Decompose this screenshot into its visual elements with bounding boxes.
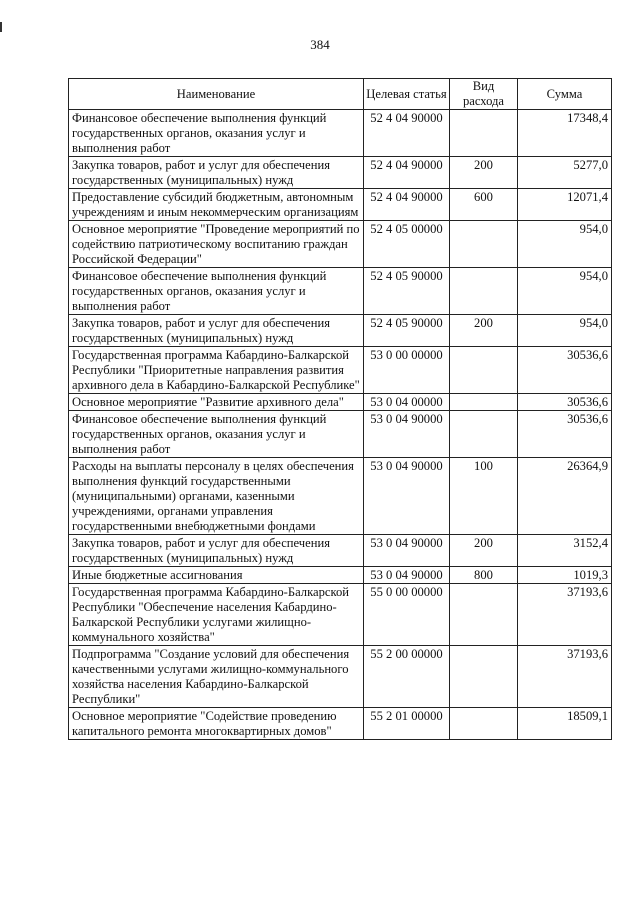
- row-target-article-cell: 53 0 04 90000: [364, 535, 450, 567]
- row-target-article-cell: 53 0 04 00000: [364, 394, 450, 411]
- row-expense-type-cell: [450, 221, 518, 268]
- row-expense-type-cell: [450, 708, 518, 740]
- table-row: [69, 221, 612, 268]
- row-expense-type-cell: [450, 110, 518, 157]
- row-expense-type-cell: 800: [450, 567, 518, 584]
- row-name-cell: Государственная программа Кабардино-Балкарской Республики "Приоритетные направления развития архивного дела в Кабардино-Балкарской Республике": [69, 347, 364, 394]
- row-target-article-cell: 52 4 04 90000: [364, 110, 450, 157]
- row-amount-cell: 37193,6: [518, 646, 612, 708]
- table-row: [69, 394, 612, 411]
- row-expense-type-cell: 200: [450, 157, 518, 189]
- table-row: [69, 411, 612, 458]
- row-expense-type-cell: [450, 347, 518, 394]
- row-name-cell: Предоставление субсидий бюджетным, автономным учреждениям и иным некоммерческим организациям: [69, 189, 364, 221]
- table-row: [69, 347, 612, 394]
- table-row: [69, 535, 612, 567]
- row-name-cell: Финансовое обеспечение выполнения функций государственных органов, оказания услуг и выполнения работ: [69, 268, 364, 315]
- row-amount-cell: 3152,4: [518, 535, 612, 567]
- row-amount-cell: 954,0: [518, 315, 612, 347]
- row-amount-cell: 954,0: [518, 268, 612, 315]
- row-target-article-cell: 55 0 00 00000: [364, 584, 450, 646]
- row-target-article-cell: 55 2 00 00000: [364, 646, 450, 708]
- row-name-cell: Государственная программа Кабардино-Балкарской Республики "Обеспечение населения Кабардино-Балкарской Республики услугами жилищно-коммунального хозяйства": [69, 584, 364, 646]
- row-target-article-cell: 52 4 05 90000: [364, 268, 450, 315]
- row-name-cell: Подпрограмма "Создание условий для обеспечения качественными услугами жилищно-коммунального хозяйства населения Кабардино-Балкарской Республики": [69, 646, 364, 708]
- row-expense-type-cell: [450, 411, 518, 458]
- row-target-article-cell: 53 0 04 90000: [364, 567, 450, 584]
- table-row: [69, 110, 612, 157]
- row-amount-cell: 954,0: [518, 221, 612, 268]
- row-expense-type-cell: [450, 394, 518, 411]
- table-body: [69, 110, 612, 740]
- row-expense-type-cell: 600: [450, 189, 518, 221]
- row-amount-cell: 18509,1: [518, 708, 612, 740]
- row-target-article-cell: 52 4 04 90000: [364, 157, 450, 189]
- row-target-article-cell: 53 0 04 90000: [364, 411, 450, 458]
- scan-edge-mark: [0, 22, 2, 32]
- row-target-article-cell: 55 2 01 00000: [364, 708, 450, 740]
- row-expense-type-cell: 100: [450, 458, 518, 535]
- table-row: [69, 268, 612, 315]
- row-expense-type-cell: 200: [450, 315, 518, 347]
- header-amount: Сумма: [518, 79, 612, 110]
- table-row: [69, 189, 612, 221]
- row-name-cell: Финансовое обеспечение выполнения функций государственных органов, оказания услуг и выполнения работ: [69, 411, 364, 458]
- header-expense-type: Вид расхода: [450, 79, 518, 110]
- row-expense-type-cell: 200: [450, 535, 518, 567]
- row-target-article-cell: 52 4 04 90000: [364, 189, 450, 221]
- row-amount-cell: 37193,6: [518, 584, 612, 646]
- row-amount-cell: 30536,6: [518, 411, 612, 458]
- row-name-cell: Иные бюджетные ассигнования: [69, 567, 364, 584]
- row-target-article-cell: 53 0 04 90000: [364, 458, 450, 535]
- row-name-cell: Финансовое обеспечение выполнения функций государственных органов, оказания услуг и выполнения работ: [69, 110, 364, 157]
- row-expense-type-cell: [450, 646, 518, 708]
- page-number: 384: [310, 37, 330, 52]
- row-amount-cell: 17348,4: [518, 110, 612, 157]
- table-row: [69, 458, 612, 535]
- row-amount-cell: 30536,6: [518, 394, 612, 411]
- row-expense-type-cell: [450, 584, 518, 646]
- row-name-cell: Основное мероприятие "Развитие архивного дела": [69, 394, 364, 411]
- row-amount-cell: 26364,9: [518, 458, 612, 535]
- row-name-cell: Основное мероприятие "Проведение мероприятий по содействию патриотическому воспитанию граждан Российской Федерации": [69, 221, 364, 268]
- table-header-row: [69, 79, 612, 110]
- header-name: Наименование: [69, 79, 364, 110]
- row-target-article-cell: 52 4 05 90000: [364, 315, 450, 347]
- table-row: [69, 567, 612, 584]
- table-row: [69, 315, 612, 347]
- row-amount-cell: 5277,0: [518, 157, 612, 189]
- row-target-article-cell: 53 0 00 00000: [364, 347, 450, 394]
- row-amount-cell: 1019,3: [518, 567, 612, 584]
- row-expense-type-cell: [450, 268, 518, 315]
- row-target-article-cell: 52 4 05 00000: [364, 221, 450, 268]
- row-name-cell: Закупка товаров, работ и услуг для обеспечения государственных (муниципальных) нужд: [69, 535, 364, 567]
- row-amount-cell: 30536,6: [518, 347, 612, 394]
- table-row: [69, 646, 612, 708]
- row-name-cell: Закупка товаров, работ и услуг для обеспечения государственных (муниципальных) нужд: [69, 315, 364, 347]
- table-row: [69, 584, 612, 646]
- table-row: [69, 708, 612, 740]
- row-amount-cell: 12071,4: [518, 189, 612, 221]
- budget-table: [68, 78, 612, 740]
- row-name-cell: Расходы на выплаты персоналу в целях обеспечения выполнения функций государственными (муниципальными) органами, казенными учреждениями, органами управления государственными внебюджетными фондами: [69, 458, 364, 535]
- row-name-cell: Закупка товаров, работ и услуг для обеспечения государственных (муниципальных) нужд: [69, 157, 364, 189]
- header-target-article: Целевая статья: [364, 79, 450, 110]
- table-row: [69, 157, 612, 189]
- row-name-cell: Основное мероприятие "Содействие проведению капитального ремонта многоквартирных домов": [69, 708, 364, 740]
